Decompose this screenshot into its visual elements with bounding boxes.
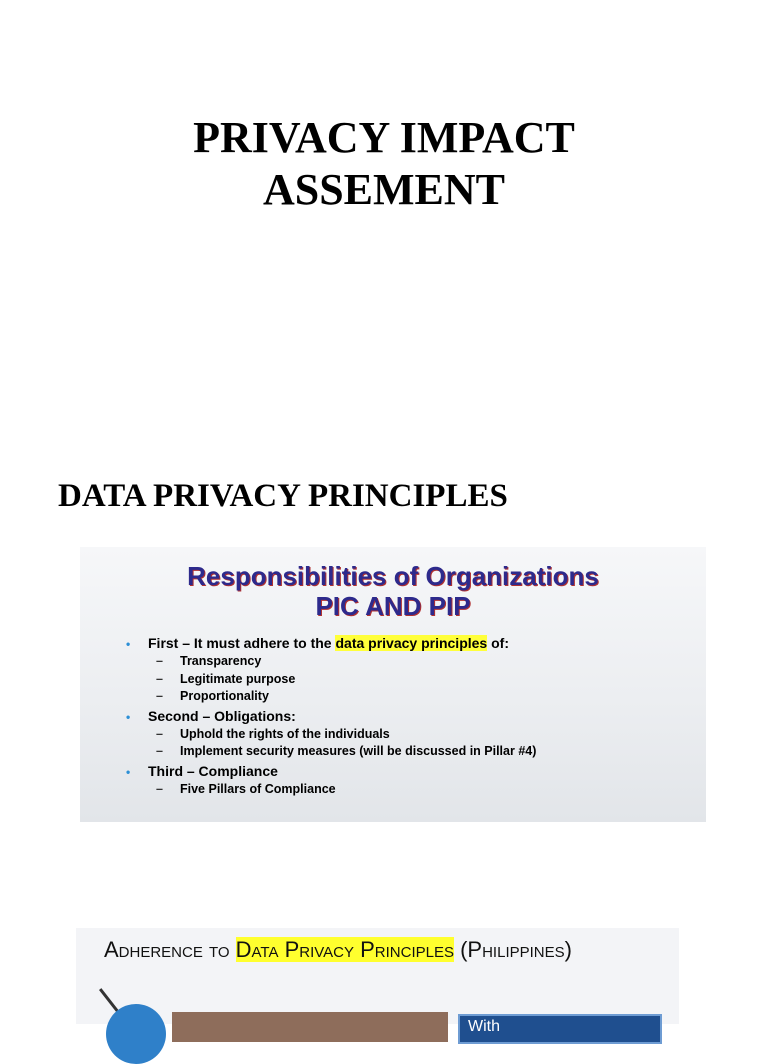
bullet-icon: • <box>126 764 131 779</box>
slide-responsibilities <box>80 547 706 822</box>
circle-shape <box>106 1004 166 1064</box>
slide2-title: Adherence to Data Privacy Principles (Philippines) <box>104 937 572 962</box>
slide-title-line-2: PIC AND PIP <box>315 591 471 621</box>
highlight-text: Data Privacy Principles <box>235 937 454 962</box>
bullet-text: Second – Obligations: <box>148 707 296 724</box>
section-title: DATA PRIVACY PRINCIPLES <box>58 478 508 514</box>
bullet-icon: • <box>126 637 131 651</box>
bullet-text: First – It must adhere to the data privacy principles of: <box>148 635 509 651</box>
highlight-text: data privacy principles <box>335 635 488 651</box>
bullet-second <box>126 707 696 726</box>
bullet-third <box>126 762 696 781</box>
sub-item: – Five Pillars of Compliance <box>126 781 696 799</box>
dash-icon: – <box>156 744 163 758</box>
sub-item: – Proportionality <box>126 688 696 706</box>
bullet-list <box>126 633 696 798</box>
slide-title-line-1: Responsibilities of Organizations <box>187 561 599 591</box>
bullet-text: Third – Compliance <box>148 762 278 779</box>
blue-box-text: With <box>468 1018 500 1035</box>
dash-icon: – <box>156 671 163 686</box>
page-title <box>0 112 768 216</box>
dash-icon: – <box>156 654 163 668</box>
bullet-icon: • <box>126 709 131 724</box>
blue-box <box>458 1014 662 1044</box>
brown-box <box>172 1012 448 1042</box>
bullet-first <box>126 634 696 653</box>
dash-icon: – <box>156 726 163 741</box>
dash-icon: – <box>156 689 163 703</box>
sub-item: – Implement security measures (will be discussed in Pillar #4) <box>126 743 696 761</box>
slide-adherence <box>76 928 679 1035</box>
page-title-line-1: PRIVACY IMPACT <box>193 113 575 162</box>
dash-icon: – <box>156 781 163 796</box>
sub-item: – Uphold the rights of the individuals <box>126 726 696 744</box>
slide-title <box>80 561 706 621</box>
page-title-line-2: ASSEMENT <box>262 165 506 214</box>
sub-item: – Legitimate purpose <box>126 671 696 689</box>
sub-item: – Transparency <box>126 653 696 671</box>
